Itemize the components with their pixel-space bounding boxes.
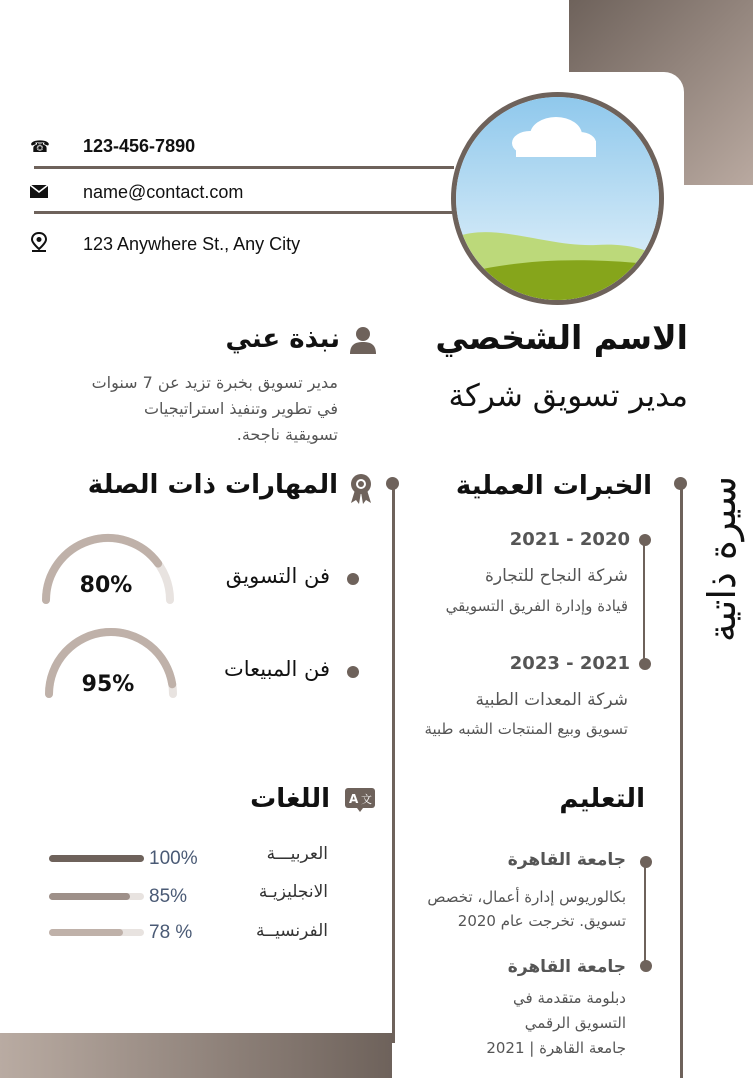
language-bar xyxy=(49,929,144,936)
svg-text:文: 文 xyxy=(361,793,372,806)
language-label: الانجليزيـة xyxy=(258,882,328,902)
timeline-dot xyxy=(640,856,652,868)
language-bar-fill xyxy=(49,929,123,936)
address-text: 123 Anywhere St., Any City xyxy=(83,233,301,254)
skill-percent: 95% xyxy=(81,672,135,697)
bottom-left-decoration xyxy=(0,1033,392,1078)
contact-divider xyxy=(34,166,454,169)
award-icon xyxy=(347,472,375,504)
about-heading: نبذة عني xyxy=(225,324,340,354)
divider-line-right xyxy=(680,483,683,1078)
education-line: جامعة القاهرة | 2021 xyxy=(486,1039,626,1057)
phone-text: 123-456-7890 xyxy=(83,135,196,156)
experience-years: 2021 - 2023 xyxy=(509,653,630,674)
contact-divider xyxy=(34,211,454,214)
profile-photo xyxy=(451,92,664,305)
divider-dot xyxy=(386,477,399,490)
education-school: جامعة القاهرة xyxy=(507,957,626,977)
experience-company: شركة النجاح للتجارة xyxy=(484,566,628,586)
envelope-icon xyxy=(30,183,60,202)
language-label: العربيـــة xyxy=(266,844,328,864)
svg-text:A: A xyxy=(349,792,359,806)
profile-name: الاسم الشخصي xyxy=(435,318,688,357)
education-heading: التعليم xyxy=(559,784,645,814)
language-percent: 78 % xyxy=(149,922,193,943)
language-percent: 85% xyxy=(149,886,188,907)
experience-timeline xyxy=(643,540,645,664)
side-label-text: سيرة ذاتية xyxy=(700,475,744,643)
languages-heading: اللغات xyxy=(250,784,330,814)
education-timeline xyxy=(644,862,646,966)
email-text: name@contact.com xyxy=(83,181,244,202)
divider-dot xyxy=(674,477,687,490)
language-bar xyxy=(49,893,144,900)
language-bar xyxy=(49,855,144,862)
side-label xyxy=(700,472,744,647)
skill-dot xyxy=(347,573,359,585)
translate-icon xyxy=(345,788,375,812)
experience-desc: قيادة وإدارة الفريق التسويقي xyxy=(445,597,628,615)
contact-phone xyxy=(30,131,470,161)
experience-company: شركة المعدات الطبية xyxy=(475,690,628,710)
skills-heading: المهارات ذات الصلة xyxy=(87,470,338,500)
user-icon xyxy=(349,325,379,355)
phone-icon: ☎ xyxy=(30,136,50,156)
education-line: تسويق. تخرجت عام 2020 xyxy=(457,912,626,930)
education-desc xyxy=(400,885,626,933)
experience-heading: الخبرات العملية xyxy=(455,471,652,501)
skill-dot xyxy=(347,666,359,678)
language-percent: 100% xyxy=(149,848,198,869)
experience-years: 2020 - 2021 xyxy=(509,529,630,550)
profile-title: مدير تسويق شركة xyxy=(448,378,688,414)
education-school: جامعة القاهرة xyxy=(507,850,626,870)
education-line: التسويق الرقمي xyxy=(524,1014,626,1032)
language-label: الفرنسيــة xyxy=(256,921,328,941)
contact-email xyxy=(30,177,470,207)
experience-desc: تسويق وبيع المنتجات الشبه طبية xyxy=(424,720,628,738)
skill-label: فن المبيعات xyxy=(223,657,330,681)
education-desc xyxy=(400,986,626,1061)
language-bar-fill xyxy=(49,893,130,900)
education-line: بكالوريوس إدارة أعمال، تخصص xyxy=(427,888,626,906)
skill-percent: 80% xyxy=(79,573,133,598)
language-bar-fill xyxy=(49,855,144,862)
timeline-dot xyxy=(640,960,652,972)
about-text xyxy=(30,370,338,448)
about-line: تسويقية ناجحة. xyxy=(236,425,338,444)
timeline-dot xyxy=(639,534,651,546)
contact-address xyxy=(30,229,470,259)
education-line: دبلومة متقدمة في xyxy=(513,989,626,1007)
divider-line-left xyxy=(392,483,395,1043)
location-pin-icon xyxy=(30,232,60,256)
skill-label: فن التسويق xyxy=(225,564,330,588)
timeline-dot xyxy=(639,658,651,670)
about-line: مدير تسويق بخبرة تزيد عن 7 سنوات xyxy=(91,373,338,392)
about-line: في تطوير وتنفيذ استراتيجيات xyxy=(143,399,338,418)
